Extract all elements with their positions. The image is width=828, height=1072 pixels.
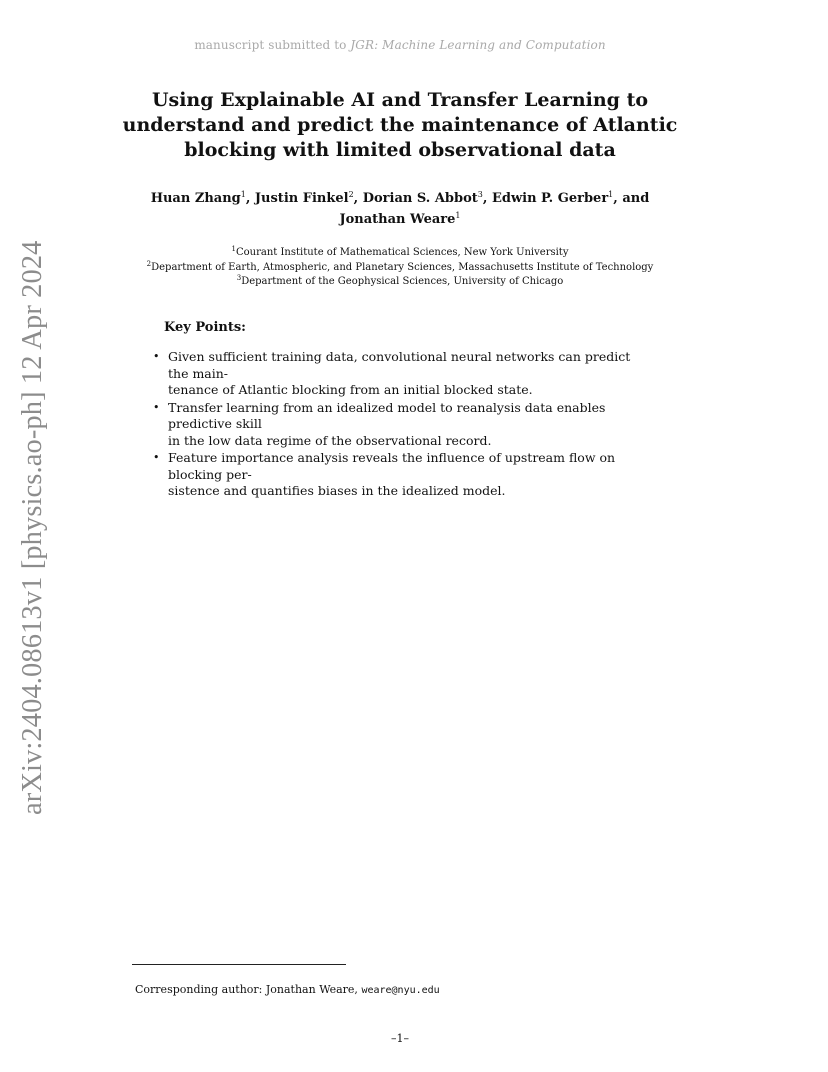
- key-point-line: Feature importance analysis reveals the influence of upstream flow on blocking per-: [168, 450, 616, 482]
- running-header-prefix: manuscript submitted to: [194, 38, 351, 52]
- author-name: Edwin P. Gerber: [491, 191, 609, 206]
- author-line: [120, 207, 680, 228]
- bullet-icon: •: [153, 350, 160, 363]
- affiliation-list: [100, 244, 700, 288]
- author-line: [120, 186, 680, 207]
- key-point-line: in the low data regime of the observational record.: [168, 432, 492, 448]
- title-line: understand and predict the maintenance of Atlantic: [122, 114, 678, 136]
- footnote-label: Corresponding author: Jonathan Weare,: [135, 983, 362, 996]
- author-affiliation-mark: 1: [455, 211, 461, 220]
- bullet-icon: •: [153, 400, 160, 414]
- key-points-section: [153, 320, 664, 501]
- author-name: Huan Zhang: [150, 191, 241, 206]
- author-separator: ,: [353, 191, 363, 206]
- key-point-item: [148, 349, 648, 399]
- author-email: weare@nyu.edu: [361, 985, 440, 996]
- affiliation-number: 1: [231, 245, 236, 253]
- author-separator: ,: [245, 191, 255, 206]
- journal-name: JGR: Machine Learning and Computation: [350, 38, 606, 52]
- author-affiliation-mark: 3: [477, 190, 483, 199]
- bullet-icon: •: [153, 451, 160, 464]
- key-points-heading: Key Points:: [164, 320, 246, 335]
- author-affiliation-mark: 2: [348, 190, 354, 199]
- affiliation-text: Department of Earth, Atmospheric, and Planetary Sciences, Massachusetts Institute of Technology: [151, 261, 654, 273]
- affiliation-text: Courant Institute of Mathematical Sciences, New York University: [235, 247, 569, 258]
- arxiv-identifier-stamp: arXiv:2404.08613v1 [physics.ao-ph] 12 Apr 2024: [17, 240, 48, 815]
- key-points-list: [148, 349, 648, 500]
- key-point-line: Transfer learning from an idealized model to reanalysis data enables predictive skill: [168, 399, 606, 431]
- affiliation: [100, 273, 700, 288]
- author-separator: ,: [482, 191, 492, 206]
- title-line: Using Explainable AI and Transfer Learning to: [151, 89, 649, 111]
- author-name: Jonathan Weare: [339, 212, 456, 227]
- author-affiliation-mark: 1: [240, 190, 246, 199]
- author-name: Justin Finkel: [254, 191, 349, 206]
- affiliation-number: 2: [146, 259, 152, 268]
- running-header: [0, 38, 800, 52]
- affiliation: [100, 259, 700, 274]
- key-point-line: sistence and quantifies biases in the idealized model.: [168, 483, 506, 498]
- affiliation-number: 3: [236, 274, 242, 282]
- paper-title: [100, 88, 700, 163]
- affiliation-text: Department of the Geophysical Sciences, University of Chicago: [241, 276, 564, 287]
- key-point-line: tenance of Atlantic blocking from an initial blocked state.: [168, 382, 533, 397]
- corresponding-author-footnote: [135, 983, 440, 996]
- author-name: Dorian S. Abbot: [362, 191, 478, 206]
- key-point-line: Given sufficient training data, convolutional neural networks can predict the main-: [168, 349, 631, 381]
- page-number: –1–: [391, 1032, 409, 1045]
- author-separator: , and: [613, 191, 650, 206]
- title-line: blocking with limited observational data: [184, 139, 616, 161]
- footnote-divider: [132, 964, 346, 965]
- affiliation: [100, 244, 700, 259]
- author-list: [120, 186, 680, 228]
- key-point-item: [148, 450, 648, 500]
- key-point-item: [148, 400, 648, 450]
- author-affiliation-mark: 1: [608, 190, 614, 199]
